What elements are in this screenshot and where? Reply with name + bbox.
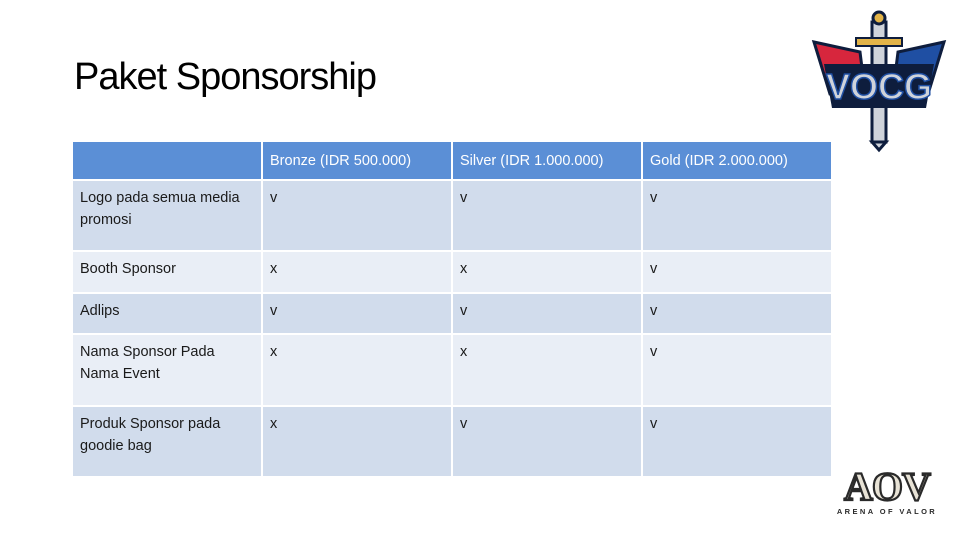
cell-gold: v xyxy=(643,252,833,294)
aov-logo xyxy=(832,462,942,518)
cell-silver: v xyxy=(453,407,643,478)
row-feature-label: Adlips xyxy=(73,294,263,335)
cell-gold: v xyxy=(643,407,833,478)
row-feature-label: Logo pada semua media promosi xyxy=(73,181,263,252)
aov-text: AOV xyxy=(844,464,930,509)
row-feature-label: Booth Sponsor xyxy=(73,252,263,294)
table-row xyxy=(73,294,833,335)
row-feature-label: Produk Sponsor pada goodie bag xyxy=(73,407,263,478)
cell-silver: x xyxy=(453,335,643,407)
header-gold: Gold (IDR 2.000.000) xyxy=(643,142,833,181)
cell-bronze: x xyxy=(263,335,453,407)
cell-silver: v xyxy=(453,294,643,335)
cell-bronze: x xyxy=(263,252,453,294)
cell-bronze: x xyxy=(263,407,453,478)
vocg-text: VOCG xyxy=(825,66,933,107)
table-row xyxy=(73,335,833,407)
sponsorship-table xyxy=(73,142,833,478)
aov-subtext: ARENA OF VALOR xyxy=(836,507,938,516)
header-empty-cell xyxy=(73,142,263,181)
table-header-row xyxy=(73,142,833,181)
table-row xyxy=(73,407,833,478)
table-row xyxy=(73,181,833,252)
vocg-logo xyxy=(808,8,950,154)
row-feature-label: Nama Sponsor Pada Nama Event xyxy=(73,335,263,407)
cell-bronze: v xyxy=(263,294,453,335)
cell-gold: v xyxy=(643,335,833,407)
cell-gold: v xyxy=(643,181,833,252)
cell-bronze: v xyxy=(263,181,453,252)
header-bronze: Bronze (IDR 500.000) xyxy=(263,142,453,181)
cell-silver: v xyxy=(453,181,643,252)
slide-title: Paket Sponsorship xyxy=(74,56,376,98)
vocg-sword-pommel xyxy=(873,12,885,24)
cell-silver: x xyxy=(453,252,643,294)
cell-gold: v xyxy=(643,294,833,335)
header-silver: Silver (IDR 1.000.000) xyxy=(453,142,643,181)
table-row xyxy=(73,252,833,294)
